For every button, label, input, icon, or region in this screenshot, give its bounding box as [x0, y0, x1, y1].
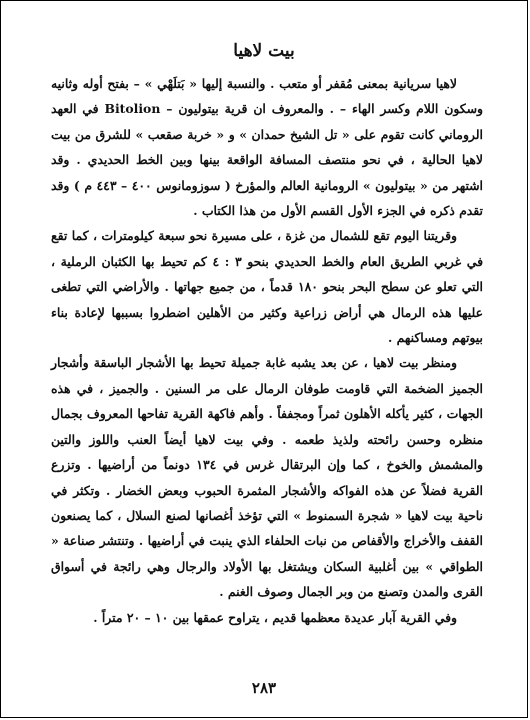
- page-body: [51, 71, 483, 630]
- paragraph: لاهيا سريانية بمعنى مُقفر أو متعب . والنسبة إليها « بَتلَهْي » – بفتح أوله وثانيه وسكون اللام وكسر الهاء – . والمعروف ان قرية بيتوليون – Bitolion في العهد الروماني كانت تقوم على « تل الشيخ حمدان » و « خربة صقعب » للشرق من بيت لاهيا الحالية ، في نحو منتصف المسافة الواقعة بينها وبين الخط الحديدي . وقد اشتهر من « بيتوليون » الرومانية العالم والمؤرخ ( سوزومانوس ٤٠٠ – ٤٤٣ م ) وقد تقدم ذكره في الجزء الأول القسم الأول من هذا الكتاب .: [51, 76, 484, 219]
- paragraph: ومنظر بيت لاهيا ، عن بعد يشبه غابة جميلة تحيط بها الأشجار الباسقة وأشجار الجميز الضخمة التي قاومت طوفان الرمال على مر السنين . والجميز ، في هذه الجهات ، كثير يأكله الأهلون ثمراً ومجففاً . وأهم فاكهة القرية تفاحها المعروف بجمال منظره وحسن رائحته ولذيذ طعمه . وفي بيت لاهيا أيضاً العنب واللوز والتين والمشمش والخوخ ، كما وإن البرتقال غرس في ١٣٤ دونماً من أراضيها . وتزرع القرية فضلاً عن هذه الفواكه والأشجار المثمرة الحبوب وبعض الخضار . وتكثر في ناحية بيت لاهيا « شجرة السمنوط » التي تؤخذ أغصانها لصنع السلال ، كما يصنعون القفف والأخراج والأقفاص من نبات الحلفاء الذي ينبت في أراضيها . وتنتشر صناعة « الطواقي » بين أغلبية السكان ويشتغل بها الأولاد والرجال وهي رائجة في أسواق القرى والمدن وتصنع من وبر الجمال وصوف الغنم .: [51, 355, 483, 600]
- page-title: بيت لاهيا: [233, 41, 295, 61]
- page-number: ٢٨٣: [251, 679, 277, 697]
- paragraph: وفي القرية آبار عديدة معظمها قديم ، يتراوح عمقها بين ١٠ – ٢٠ متراً .: [93, 609, 457, 625]
- paragraph: وقريتنا اليوم تقع للشمال من غزة ، على مسيرة نحو سبعة كيلومترات ، كما تقع في غربي الطريق العام والخط الحديدي بنحو ٣ : ٤ كم تحيط بها الكثبان الرملية ، التي تعلو عن سطح البحر بنحو ١٨٠ قدماً ، من جميع جهاتها . والأراضي التي تطغى عليها هذه الرمال هي أراض زراعية وكثير من الأهلين اضطروا بسببها لإعادة بناء بيوتهم ومساكنهم .: [51, 228, 484, 346]
